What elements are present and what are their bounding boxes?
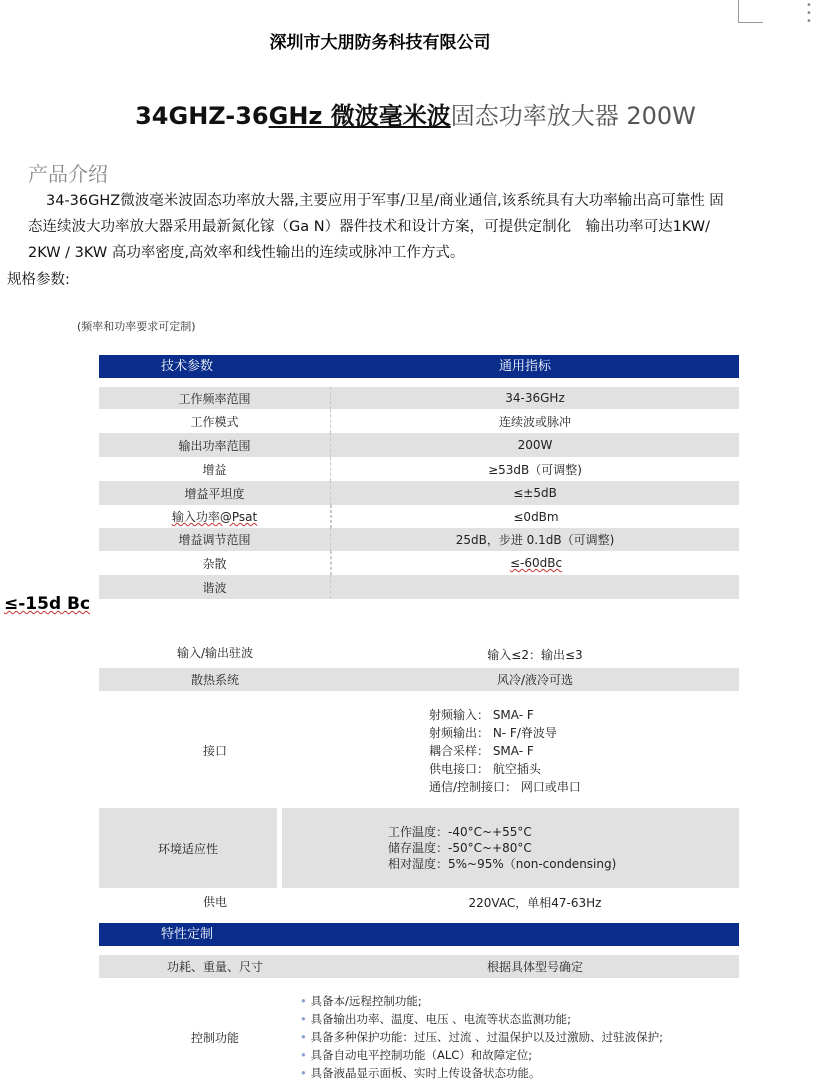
row-param: 工作模式 bbox=[99, 409, 331, 433]
title-part-1: 34GHZ-36 bbox=[135, 102, 269, 130]
list-item: 射频输入： SMA- F bbox=[429, 708, 534, 722]
table-row bbox=[99, 457, 739, 481]
row-value: ≤±5dB bbox=[331, 481, 739, 505]
row-param: 输入功率@Psat bbox=[99, 505, 331, 528]
row-param: 增益 bbox=[99, 457, 331, 481]
table-row bbox=[99, 481, 739, 505]
list-item: • 具备输出功率、温度、电压 、电流等状态监测功能; bbox=[300, 1010, 663, 1028]
row-value: 25dB，步进 0.1dB（可调整) bbox=[331, 528, 739, 551]
page-corner-mark bbox=[738, 0, 763, 23]
intro-paragraph: 34-36GHZ微波毫米波固态功率放大器,主要应用于军事/卫星/商业通信,该系统具有大功率输出高可靠性 固态连续波大功率放大器采用最新氮化镓（Ga N）器件技术和设计方案，可提供定制化 输出功率可达1KW/ 2KW / 3KW 高功率密度,高效率和线性输出的连续或脉冲工作方式。 bbox=[28, 193, 724, 261]
customization-note: (频率和功率要求可定制) bbox=[77, 320, 196, 333]
table-row bbox=[99, 955, 739, 978]
row-value: 34-36GHz bbox=[331, 387, 739, 409]
row-param: 增益平坦度 bbox=[99, 481, 331, 505]
table-row bbox=[99, 889, 739, 913]
more-options-icon[interactable]: • • • bbox=[806, 0, 812, 27]
table-row bbox=[99, 668, 739, 691]
list-item: 射频输出： N- F/脊波导 bbox=[429, 726, 557, 740]
row-value: 风冷/液冷可选 bbox=[331, 668, 739, 691]
spec-label: 规格参数: bbox=[7, 272, 70, 288]
title-part-2: GHz 微波毫米波 bbox=[268, 102, 451, 130]
table-row bbox=[99, 551, 739, 575]
table-header bbox=[99, 355, 739, 378]
custom-header bbox=[99, 923, 739, 946]
row-param: 控制功能 bbox=[99, 1000, 331, 1074]
row-value: 220VAC，单相47-63Hz bbox=[331, 889, 739, 913]
list-item: 供电接口： 航空插头 bbox=[429, 762, 541, 776]
row-value: ≤0dBm bbox=[331, 505, 740, 528]
row-param: 输入/输出驻波 bbox=[99, 640, 331, 664]
row-value: 连续波或脉冲 bbox=[331, 409, 739, 433]
table-row bbox=[99, 700, 739, 800]
environment-list bbox=[388, 824, 616, 872]
list-item: 耦合采样： SMA- F bbox=[429, 744, 534, 758]
row-param: 散热系统 bbox=[99, 668, 331, 691]
row-param: 输出功率范围 bbox=[99, 433, 331, 457]
table-row bbox=[99, 505, 739, 528]
list-item: • 具备自动电平控制功能（ALC）和故障定位; bbox=[300, 1046, 663, 1064]
header-param: 技术参数 bbox=[160, 359, 213, 374]
table-row bbox=[99, 808, 277, 888]
row-param: 杂散 bbox=[99, 551, 331, 575]
section-heading: 产品介绍 bbox=[28, 162, 108, 186]
interface-list bbox=[429, 706, 581, 796]
row-param: 工作频率范围 bbox=[99, 387, 331, 409]
list-item: • 具备液晶显示面板、实时上传设备状态功能。 bbox=[300, 1064, 663, 1082]
row-value: 输入≤2：输出≤3 bbox=[331, 640, 739, 664]
table-row bbox=[99, 528, 739, 551]
row-value: ≥53dB（可调整) bbox=[331, 457, 739, 481]
list-item: 相对湿度：5%~95%（non-condensing) bbox=[388, 857, 617, 871]
row-param: 环境适应性 bbox=[99, 808, 277, 888]
table-row bbox=[99, 387, 739, 409]
title-part-3: 固态功率放大器 200W bbox=[450, 102, 696, 130]
row-value: ≤-60dBc bbox=[331, 551, 740, 575]
header-value: 通用指标 bbox=[498, 359, 551, 374]
table-row bbox=[99, 433, 739, 457]
row-param: 谐波 bbox=[99, 575, 331, 599]
custom-header-label: 特性定制 bbox=[160, 927, 213, 942]
row-param: 供电 bbox=[99, 889, 331, 913]
list-item: 通信/控制接口： 网口或串口 bbox=[429, 780, 581, 794]
table-row bbox=[99, 575, 739, 599]
list-item: • 具备本/远程控制功能; bbox=[300, 992, 663, 1010]
row-value: 200W bbox=[331, 433, 739, 457]
row-value: 根据具体型号确定 bbox=[331, 955, 739, 978]
control-list bbox=[300, 992, 663, 1082]
row-value bbox=[331, 575, 739, 599]
list-item: • 具备多种保护功能：过压、过流 、过温保护以及过激励、过驻波保护; bbox=[300, 1028, 663, 1046]
table-row bbox=[99, 640, 739, 664]
row-param: 接口 bbox=[99, 700, 331, 800]
harmonic-value: ≤-15d Bc bbox=[4, 594, 91, 614]
list-item: 工作温度：-40°C~+55°C bbox=[388, 825, 532, 839]
list-item: 储存温度：-50°C~+80°C bbox=[388, 841, 532, 855]
row-param: 功耗、重量、尺寸 bbox=[99, 955, 331, 978]
row-param: 增益调节范围 bbox=[99, 528, 331, 551]
product-title bbox=[0, 96, 831, 131]
table-row bbox=[99, 409, 739, 433]
company-name: 深圳市大朋防务科技有限公司 bbox=[269, 33, 491, 53]
